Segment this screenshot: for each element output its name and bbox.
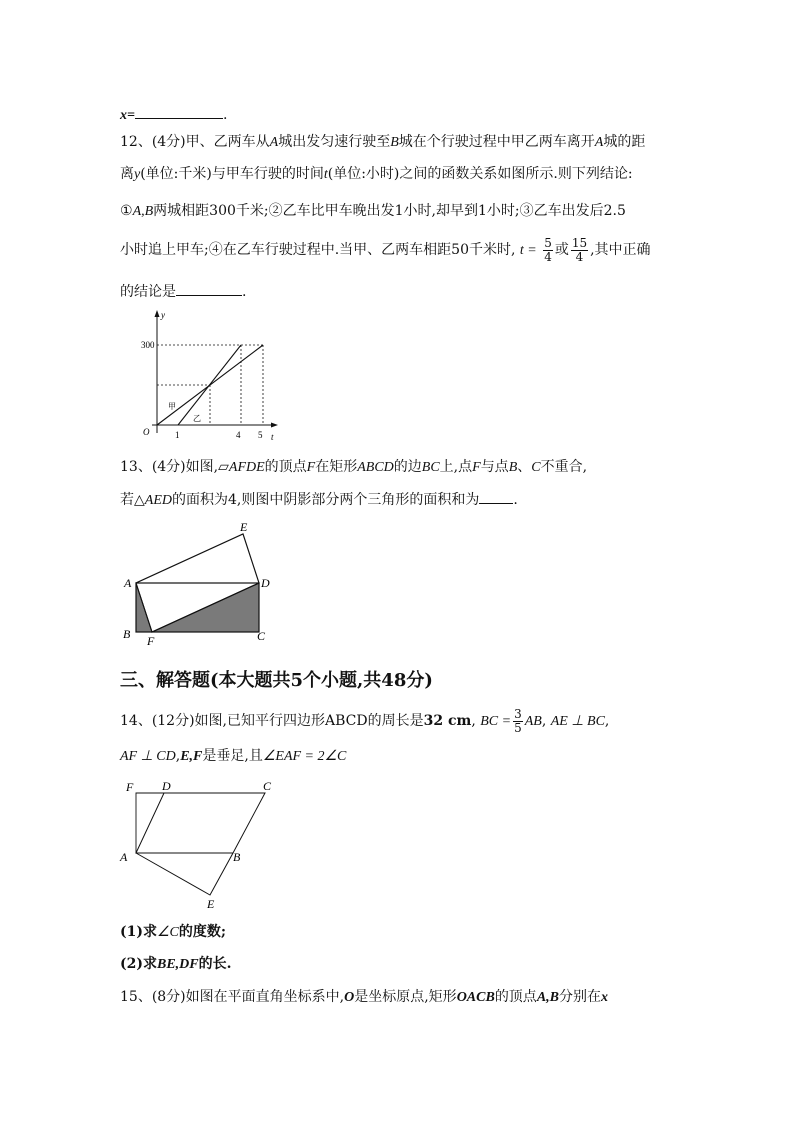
t-tick-4: 4	[236, 430, 241, 440]
t-tick-1: 1	[175, 430, 180, 440]
perpendicular-ae	[136, 853, 233, 895]
label-b: B	[123, 627, 131, 641]
q13-label: 13、(4分)如图,	[120, 459, 219, 475]
label-b: B	[233, 850, 241, 864]
parallelogram-abcd	[136, 793, 265, 853]
q12-line-4: 小时追上甲车;④在乙车行驶过程中.当甲、乙两车相距50千米时, t = $\frac{5}{4}$ 或 $\frac{15}{4}$ ,其中正确	[120, 235, 651, 264]
yi-line	[178, 345, 241, 425]
label-e: E	[207, 897, 215, 911]
q12-line-3: ①A,B两城相距300千米;②乙车比甲车晚出发1小时,却早到1小时;③乙车出发后2.5	[120, 203, 626, 219]
q14-sub-2: (2)求BE,DF的长.	[120, 956, 232, 972]
top-answer-line: x= .	[120, 104, 227, 126]
label-a: A	[124, 576, 132, 590]
label-f: F	[147, 634, 155, 648]
answer-blank[interactable]	[135, 104, 223, 119]
label-d: D	[162, 779, 171, 793]
fraction-15-4: $\frac{15}{4}$	[571, 235, 588, 264]
q14-label: 14、(12分)如图,已知平行四边形ABCD的周长是	[120, 713, 424, 729]
origin-label: O	[143, 427, 150, 437]
fraction-3-5: $\frac{3}{5}$	[514, 706, 522, 735]
q12-line-5: 的结论是 .	[120, 281, 246, 302]
q12-answer-blank[interactable]	[176, 281, 242, 296]
label-c: C	[257, 629, 266, 643]
q14-line-2: AF ⊥ CD,E,F是垂足,且∠EAF = 2∠C	[120, 748, 347, 764]
y-tick-300: 300	[141, 340, 155, 350]
q14-sub-1: (1)求∠C的度数;	[120, 924, 227, 940]
q12-label: 12、(4分)	[120, 134, 186, 150]
yi-label: 乙	[193, 414, 201, 423]
q13-line-2: 若△AED的面积为4,则图中阴影部分两个三角形的面积和为 .	[120, 489, 518, 511]
q12-line-2: 离y(单位:千米)与甲车行驶的时间t(单位:小时)之间的函数关系如图所示.则下列结论:	[120, 166, 633, 182]
fraction-5-4: $\frac{5}{4}$	[544, 235, 552, 264]
label-f: F	[126, 780, 134, 794]
q13-rectangle-figure	[118, 518, 278, 648]
label-a: A	[120, 850, 128, 864]
label-d: D	[261, 576, 270, 590]
q12-distance-time-graph	[140, 308, 290, 448]
q14-parallelogram-figure	[118, 777, 278, 912]
label-e: E	[240, 520, 248, 534]
q14-line-1: 14、(12分)如图,已知平行四边形ABCD的周长是32 cm, BC = $\frac{3}{5}$ AB, AE ⊥ BC,	[120, 706, 610, 735]
jia-label: 甲	[168, 402, 176, 411]
section-3-heading: 三、解答题(本大题共5个小题,共48分)	[120, 670, 433, 691]
answer-variable: x=	[120, 108, 135, 123]
q13-line-1: 13、(4分)如图,▱AFDE的顶点F在矩形ABCD的边BC上,点F与点B、C不重合,	[120, 459, 588, 475]
q15-line-1: 15、(8分)如图在平面直角坐标系中,O是坐标原点,矩形OACB的顶点A,B分别在x	[120, 989, 608, 1005]
label-c: C	[263, 779, 272, 793]
q12-line-1: 12、(4分)甲、乙两车从A城出发匀速行驶至B城在个行驶过程中甲乙两车离开A城的距	[120, 134, 646, 150]
t-tick-5: 5	[258, 430, 263, 440]
q13-answer-blank[interactable]	[479, 489, 513, 504]
t-axis-label: t	[271, 432, 274, 442]
y-axis-label: y	[161, 310, 165, 320]
q15-label: 15、(8分)如图在平面直角坐标系中,	[120, 989, 345, 1005]
